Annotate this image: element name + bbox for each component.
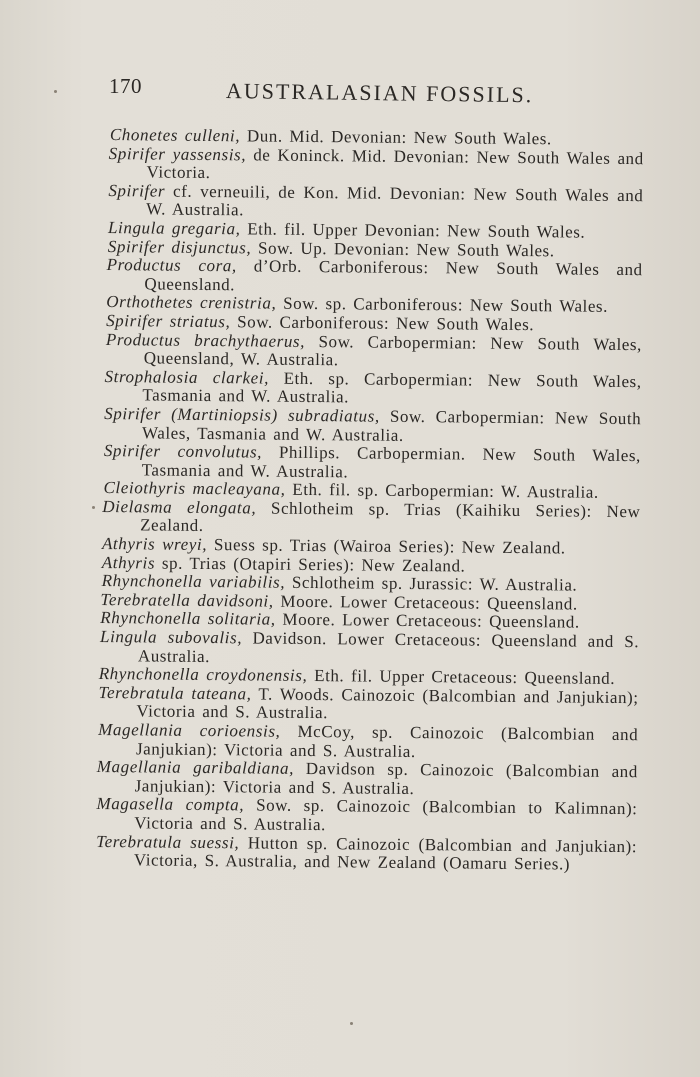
entry-text: Sow. sp. Cainozoic (Balcombian to Kalimnan): Victoria and S. Australia. xyxy=(134,795,638,835)
species-name: Strophalosia clarkei, xyxy=(104,366,270,388)
species-name: Spirifer disjunctus, xyxy=(107,236,252,257)
species-name: Magasella compta, xyxy=(96,794,245,815)
entry-text: Schlotheim sp. Jurassic: W. Australia. xyxy=(285,573,578,595)
entry-text: Phillips. Carbopermian. New South Wales, Tasmania and W. Australia. xyxy=(141,442,641,482)
entry-text: McCoy, sp. Cainozoic (Balcombian and Janjukian): Victoria and S. Australia. xyxy=(135,721,639,761)
entry-text: Eth. fil. Upper Cretaceous: Queensland. xyxy=(307,666,616,689)
entry-text: Moore. Lower Cretaceous: Queensland. xyxy=(273,591,578,614)
species-name: Spirifer yassensis, xyxy=(108,143,247,164)
entry-text: Suess sp. Trias (Wairoa Series): New Zealand. xyxy=(207,535,566,558)
entry-text: Eth. fil. Upper Devonian: New South Wales. xyxy=(240,219,586,242)
entry-text: Moore. Lower Cretaceous: Queensland. xyxy=(275,610,580,633)
fossil-entry xyxy=(96,833,637,875)
species-name: Cleiothyris macleayana, xyxy=(103,478,286,500)
paper-speck xyxy=(350,1022,353,1025)
page-number: 170 xyxy=(109,74,142,98)
species-name: Rhynchonella croydonensis, xyxy=(98,664,308,686)
entry-text: Davidson. Lower Cretaceous: Queensland and S. Australia. xyxy=(137,628,640,666)
species-name: Rhynchonella variabilis, xyxy=(101,571,286,593)
entry-text: Davidson sp. Cainozoic (Balcombian and Janjukian): Victoria and S. Australia. xyxy=(134,759,638,798)
entry-text: cf. verneuili, de Kon. Mid. Devonian: New South Wales and W. Australia. xyxy=(146,181,644,220)
fossil-list xyxy=(97,126,644,875)
entry-text: d’Orb. Carboniferous: New South Wales and Queensland. xyxy=(144,256,643,295)
entry-text: Dun. Mid. Devonian: New South Wales. xyxy=(240,126,552,149)
species-name: Athyris wreyi, xyxy=(101,534,208,555)
paper-speck xyxy=(54,90,57,93)
species-name: Spirifer xyxy=(108,180,166,201)
entry-text: Schlotheim sp. Trias (Kaihiku Series): New Zealand. xyxy=(140,498,641,536)
entry-text: Sow. Up. Devonian: New South Wales. xyxy=(251,237,555,260)
entry-text: de Koninck. Mid. Devonian: New South Wales and Victoria. xyxy=(146,144,644,183)
species-name: Magellania garibaldiana, xyxy=(96,757,295,779)
entry-text: Hutton sp. Cainozoic (Balcombian and Janjukian): Victoria, S. Australia, and New Zealand (Oamaru Series.) xyxy=(133,832,638,874)
species-name: Lingula gregaria, xyxy=(107,218,241,239)
species-name: Productus brachythaerus, xyxy=(105,329,306,351)
entry-text: Sow. sp. Carboniferous: New South Wales. xyxy=(276,294,609,317)
paper-speck xyxy=(92,506,95,509)
entry-text: Sow. Carboniferous: New South Wales. xyxy=(230,312,535,335)
entry-text: Sow. Carbopermian: New South Wales, Tasmania and W. Australia. xyxy=(141,406,642,445)
entry-text: Eth. fil. sp. Carbopermian: W. Australia. xyxy=(285,480,599,503)
species-name: Spirifer (Martiniopsis) subradiatus, xyxy=(104,403,380,426)
species-name: Terebratula suessi, xyxy=(96,831,240,852)
species-name: Productus cora, xyxy=(106,255,237,276)
species-name: Terebratula tateana, xyxy=(98,682,252,704)
species-name: Chonetes culleni, xyxy=(109,125,241,146)
species-name: Magellania corioensis, xyxy=(98,719,281,741)
species-name: Spirifer convolutus, xyxy=(103,441,263,462)
species-name: Lingula subovalis, xyxy=(100,627,243,648)
running-head: AUSTRALASIAN FOSSILS. xyxy=(225,78,534,108)
entry-text: sp. Trias (Otapiri Series): New Zealand. xyxy=(155,553,466,576)
species-name: Spirifer striatus, xyxy=(106,310,231,332)
entry-text: Sow. Carbopermian: New South Wales, Queensland, W. Australia. xyxy=(143,331,643,370)
species-name: Dielasma elongata, xyxy=(102,496,257,518)
entry-text: T. Woods. Cainozoic (Balcombian and Janjukian); Victoria and S. Australia. xyxy=(136,684,639,723)
entry-text: Eth. sp. Carbopermian: New South Wales, Tasmania and W. Australia. xyxy=(142,368,642,407)
species-name: Rhynchonella solitaria, xyxy=(100,608,276,630)
species-name: Terebratella davidsoni, xyxy=(100,589,274,611)
species-name: Athyris xyxy=(101,552,156,573)
species-name: Orthothetes crenistria, xyxy=(106,292,277,314)
